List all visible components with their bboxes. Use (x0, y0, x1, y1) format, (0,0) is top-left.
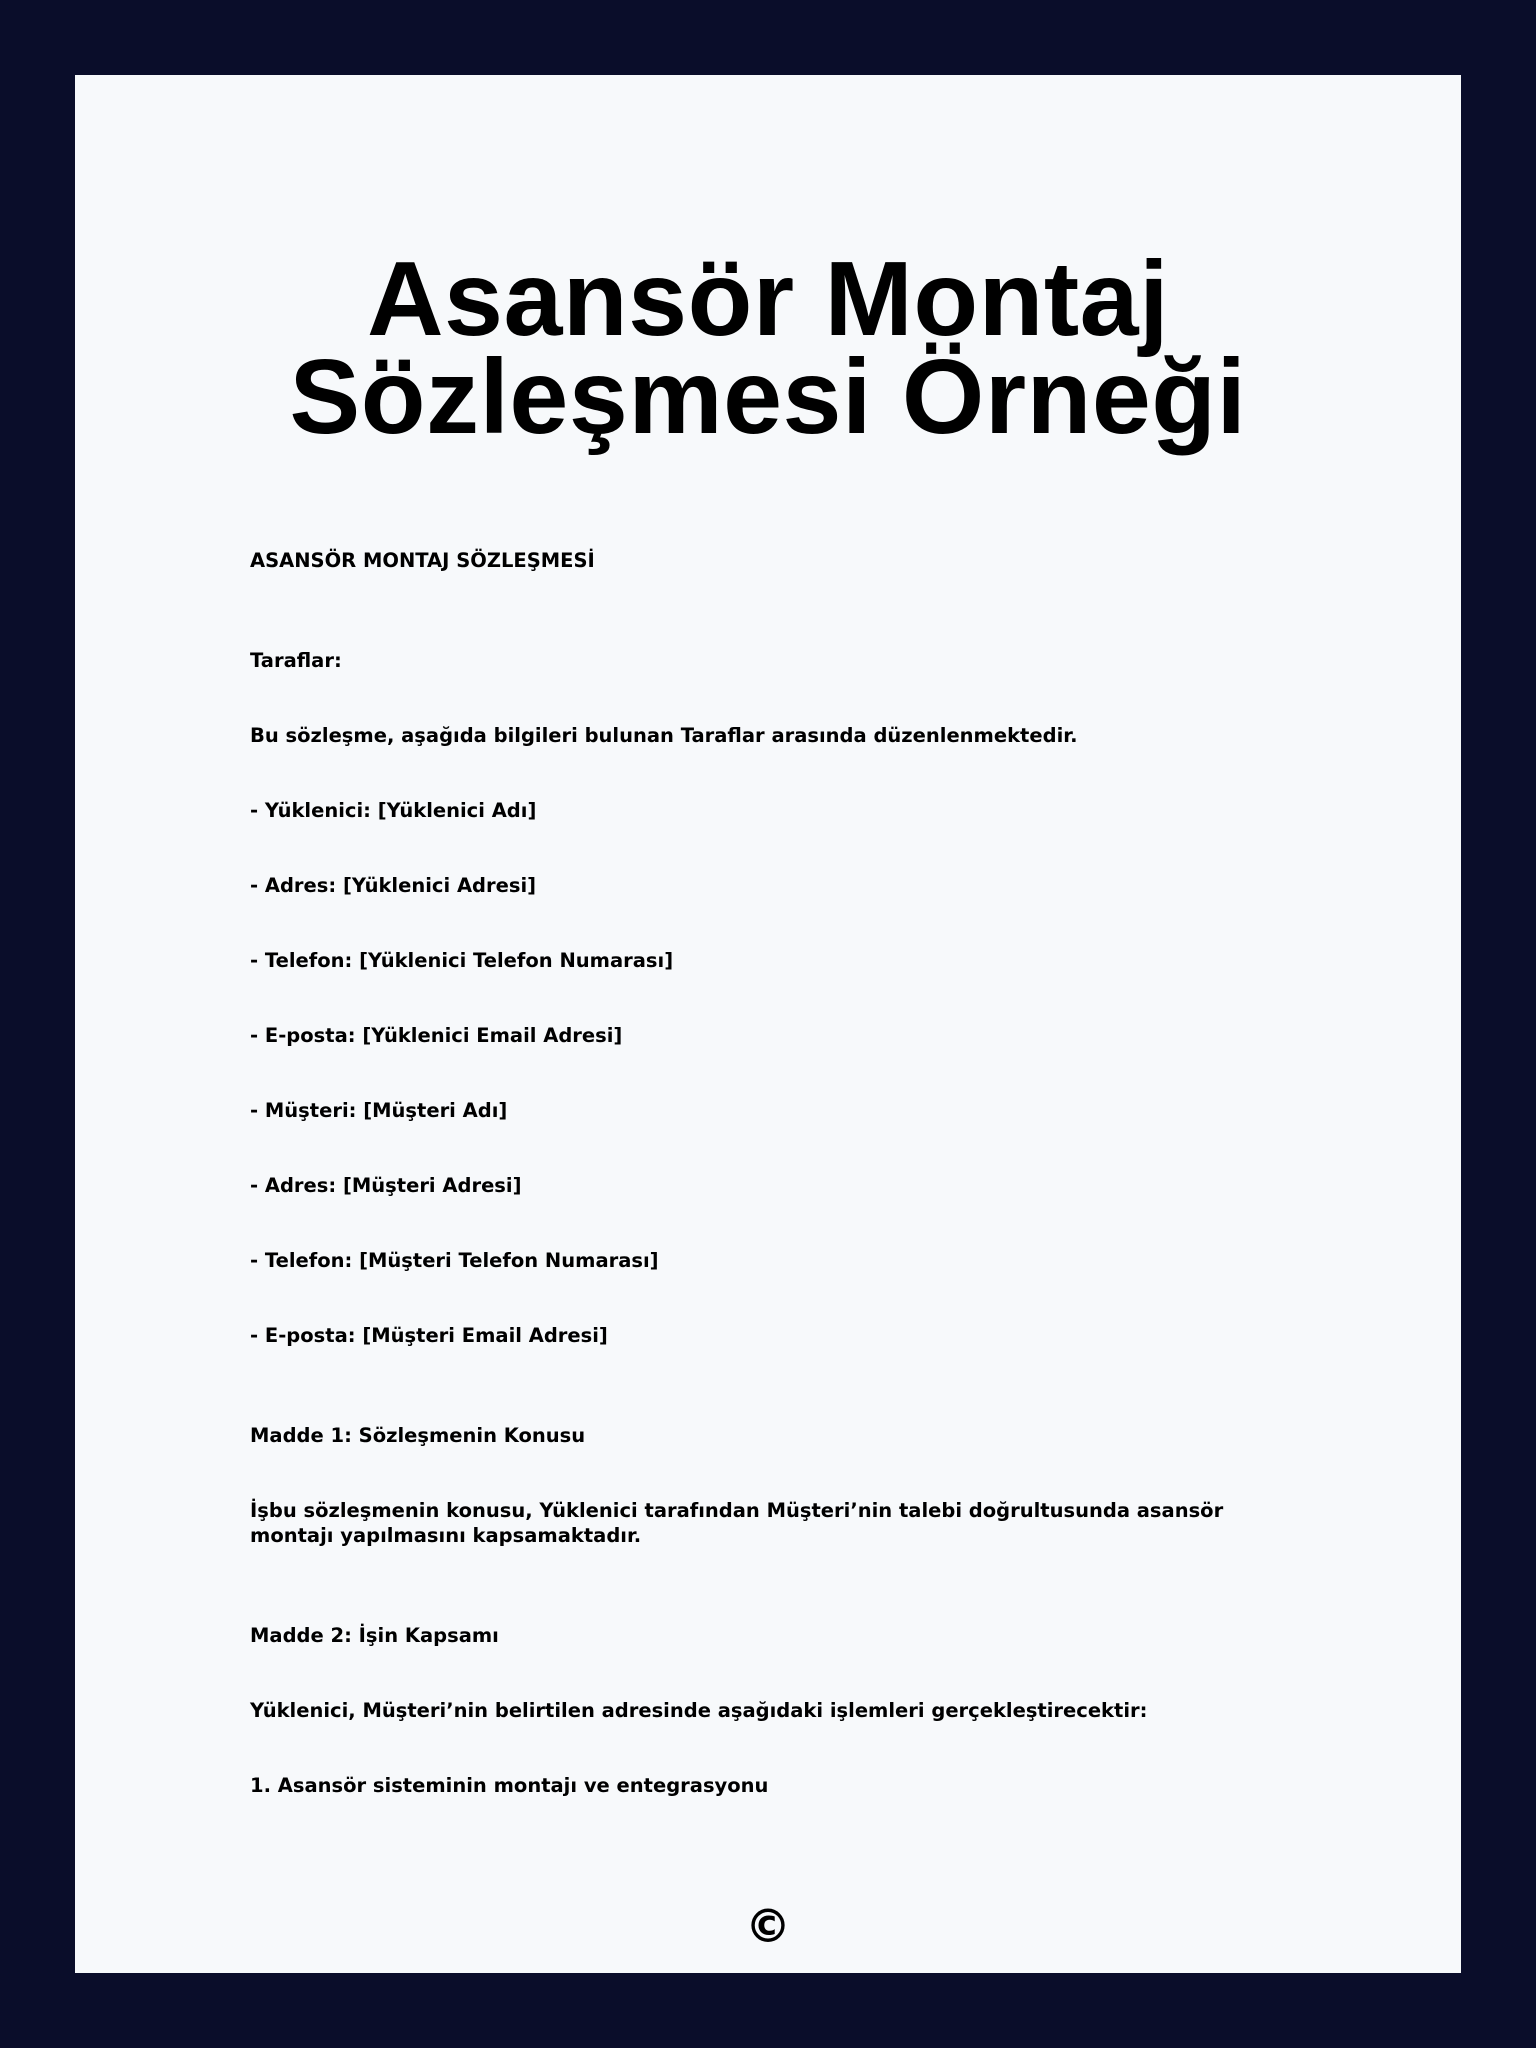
article1-body: İşbu sözleşmenin konusu, Yüklenici tarafından Müşteri’nin talebi doğrultusunda asansör montajı yapılmasını kapsamaktadır. (250, 1499, 1224, 1547)
article2-item1: 1. Asansör sisteminin montajı ve entegrasyonu (250, 1774, 769, 1797)
parties-label: Taraflar: (250, 649, 342, 672)
customer-phone: - Telefon: [Müşteri Telefon Numarası] (250, 1249, 659, 1272)
customer-email: - E-posta: [Müşteri Email Adresi] (250, 1324, 608, 1347)
customer-name: - Müşteri: [Müşteri Adı] (250, 1099, 508, 1122)
contractor-phone: - Telefon: [Yüklenici Telefon Numarası] (250, 949, 674, 972)
contract-heading: ASANSÖR MONTAJ SÖZLEŞMESİ (250, 549, 595, 572)
article2-heading: Madde 2: İşin Kapsamı (250, 1624, 499, 1647)
document-title: Asansör Montaj Sözleşmesi Örneği (289, 240, 1247, 456)
intro-text: Bu sözleşme, aşağıda bilgileri bulunan Taraflar arasında düzenlenmektedir. (250, 724, 1078, 747)
contractor-name: - Yüklenici: [Yüklenici Adı] (250, 799, 537, 822)
contractor-address: - Adres: [Yüklenici Adresi] (250, 874, 537, 897)
article2-body: Yüklenici, Müşteri’nin belirtilen adresinde aşağıdaki işlemleri gerçekleştirecektir: (250, 1699, 1148, 1722)
copyright-icon: © (745, 1899, 791, 1953)
customer-address: - Adres: [Müşteri Adresi] (250, 1174, 522, 1197)
article1-heading: Madde 1: Sözleşmenin Konusu (250, 1424, 586, 1447)
contractor-email: - E-posta: [Yüklenici Email Adresi] (250, 1024, 623, 1047)
document-page (75, 75, 1461, 1973)
